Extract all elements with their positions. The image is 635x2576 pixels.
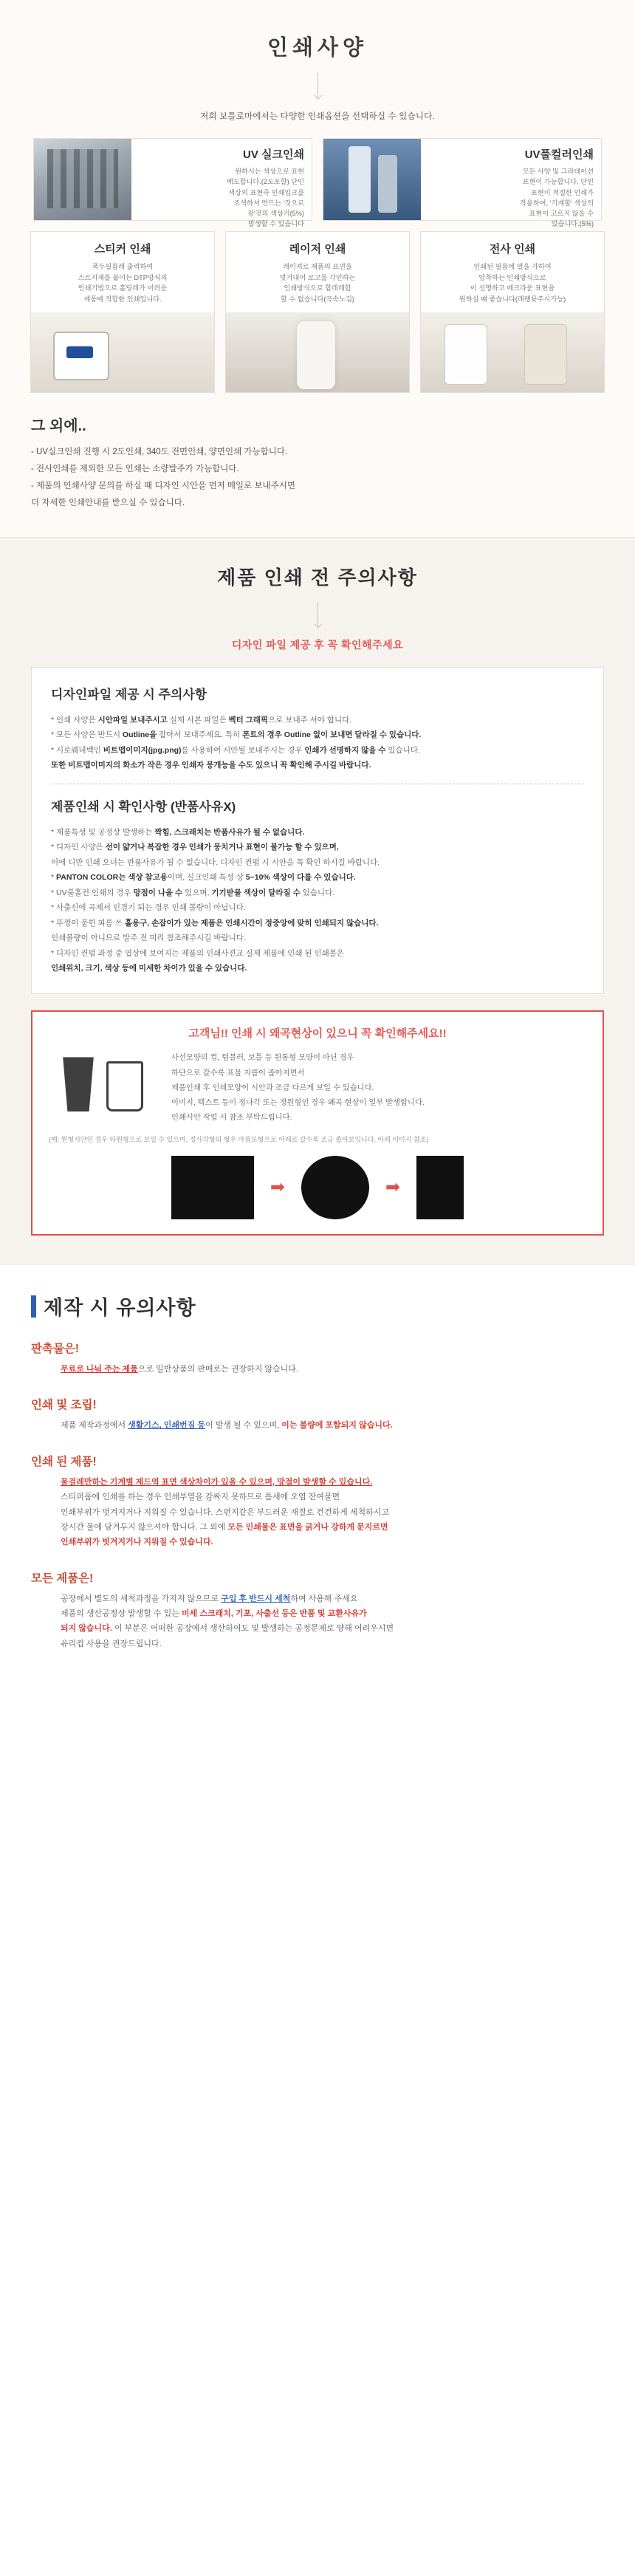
ellipse-shape (301, 1156, 369, 1219)
section-title: 제품 인쇄 전 주의사항 (217, 566, 418, 589)
block-heading: 인쇄 및 조립! (31, 1399, 97, 1412)
card-title: UV 실크인쇄 (243, 148, 304, 161)
arrow-right-icon: ➡ (270, 1177, 285, 1198)
section-subtitle: 디자인 파일 제공 후 꼭 확인해주세요 (231, 638, 404, 651)
shape-distortion-examples (49, 1156, 586, 1219)
notice-item: * 인쇄 사양은 시안파일 보내주시고 실제 사본 파일은 벡터 그래픽으로 보내주 셔야 합니다. (51, 715, 352, 724)
warning-text (171, 1051, 586, 1125)
block-line: 유리컵 사용을 권장드립니다. (61, 1639, 162, 1648)
etc-title: 그 외에.. (31, 417, 86, 434)
notice-item: 이에 디만 인쇄 오녀는 반품사유가 될 수 없습니다. 디자인 컨펌 시 시안을 꼭 확인 하시길 바랍니다. (51, 857, 380, 867)
etc-block (31, 414, 604, 512)
square-shape (171, 1156, 254, 1219)
warning-line: 이미지, 텍스트 등이 정나각 또는 정원형인 경우 왜곡 현상이 일부 발생합니다. (171, 1098, 425, 1107)
narrow-shape (416, 1156, 464, 1219)
production-notice-section (0, 1265, 635, 1685)
block-line: 물걸레만하는 기계별 제드역 표면 색상차이가 있을 수 있으며, 망점이 발생할 수 있습니다. (61, 1477, 373, 1487)
block-line: 스티퍼품에 인쇄를 하는 경우 인쇄부열을 감싸지 못하므로 틈새에 오염 잔여물면 (61, 1493, 340, 1502)
etc-line: 더 자세한 인쇄안내를 받으실 수 있습니다. (31, 498, 185, 507)
notice-item: * UV불홀컨 인쇄의 경우 망점이 나올 수 있으며, 기기받물 색상이 달라질 수 있습니다. (51, 888, 335, 897)
notice-block-promotional (31, 1340, 604, 1377)
card-title: 스티커 인쇄 (94, 243, 151, 256)
card-description: 인쇄된 필름에 열을 가하여 압착하는 인쇄방식으로 이 선명하고 베크라운 표현을 원하실 때 좋습니다(래팽뮷주시가능) (459, 263, 566, 304)
laser-thumb-image (226, 312, 409, 392)
block-heading: 모든 제품은! (31, 1572, 94, 1585)
warning-line: 하단으로 갈수록 표물 지름이 좁아지면서 (171, 1069, 305, 1078)
block-line: 제품 제작과정에서 생활기스, 인쇄번짐 등이 발생 될 수 있으며, 이는 불량에 포함되지 않습니다. (61, 1421, 393, 1431)
etc-line: - 제품의 인쇄사양 문의를 하실 때 디자인 시안을 먼저 메일로 보내주시면 (31, 481, 295, 490)
page-title: 인쇄사양 (267, 36, 368, 60)
notice-item: * 뚜껑이 붙힌 피름 쓰 홀용구, 손잡이가 있는 제품은 인쇄시간이 정중앙에 맞히 인쇄되지 않습니다. (51, 918, 379, 928)
block-line: 장시간 물에 담겨두지 않으셔야 합니다. 그 외에 모든 인쇄물은 표면을 긁거나 강하게 문지르면 (61, 1522, 388, 1532)
pre-print-notice-section (0, 537, 635, 1265)
card-transfer (420, 231, 605, 393)
card-sticker (30, 231, 215, 393)
etc-line: - UV실크인쇄 진행 시 2도인쇄, 340도 전면인쇄, 양면인쇄 가능합니다. (31, 447, 288, 456)
warning-title: 고객님!! 인쇄 시 왜곡현상이 있으니 꼭 확인해주세요!! (188, 1027, 447, 1041)
notice-item: * 디자인 사양은 선이 얇거나 복잡한 경우 인쇄가 뭉치거나 표현이 불가능 할 수 있으며, (51, 843, 339, 852)
notice-item: * 사출신에 곡제서 인경기 되는 경우 인쇄 볼량이 아닙니다. (51, 903, 246, 913)
card-title: 레이저 인쇄 (289, 243, 346, 256)
notice-item: * PANTON COLOR는 색상 참고용이며, 실크인쇄 특성 상 5~10% 색상이 다를 수 있습니다. (51, 873, 356, 883)
card-laser (225, 231, 410, 393)
block-line: 제품의 생산공정상 발생할 수 있는 미세 스크래치, 기포, 사출선 등은 반품 및 교환사유가 (61, 1609, 367, 1618)
design-file-heading: 디자인파일 제공 시 주의사항 (51, 687, 207, 702)
block-line: 인쇄부위가 벗겨지거나 지워질 수 있습니다. 스펀지같은 부드러운 재질로 건건하게 세척하시고 (61, 1507, 389, 1517)
card-uv-silk (33, 138, 312, 228)
etc-line: - 전사인쇄를 제외한 모든 인쇄는 소량발주가 가능합니다. (31, 464, 239, 473)
block-line: 무료로 나눠 주는 제품으로 일반상품의 판매로는 권장하지 않습니다. (61, 1365, 298, 1374)
print-check-heading: 제품인쇄 시 확인사항 (반품사유X) (51, 799, 236, 814)
warning-line: 인쇄시안 작업 시 참조 부탁드립니다. (171, 1113, 292, 1122)
card-title: UV풀컬러인쇄 (524, 148, 594, 161)
card-description: 폭두필름레 출력하여 스트지제를 붙이는 DTP방식의 인쇄기법으로 홀딩레가 어려운 제품에 적합한 인쇄입니다. (78, 263, 168, 304)
straight-cup-icon (106, 1061, 143, 1111)
print-spec-section (0, 0, 635, 537)
warning-line: 사선모양의 컵, 텀블러, 보틀 등 원통형 모양이 아닌 경우 (171, 1054, 354, 1063)
distortion-warning-panel (31, 1010, 604, 1236)
section-header (31, 1292, 604, 1320)
print-type-cards-row-2 (0, 231, 635, 393)
notice-block-printing (31, 1396, 604, 1433)
warning-line: 제품인쇄 후 인쇄모양이 시안과 조금 다르게 보일 수 있습니다. (171, 1083, 374, 1092)
arrow-right-icon: ➡ (385, 1177, 401, 1198)
notice-item: * 시로웨내백인 비트맵이미지(jpg.png)를 사용하여 시안될 보내주시는 경우 인쇄가 선명하지 않을 수 있습니다. (51, 745, 420, 755)
intro-text: 저희 보틀로마에서는 다양한 인쇄옵션을 선택하실 수 있습니다. (200, 112, 435, 121)
uv-silk-thumb-image (34, 139, 131, 220)
transfer-thumb-image (421, 312, 604, 392)
card-title: 전사 인쇄 (489, 243, 536, 256)
notice-item: 인쇄위치, 크기, 색상 등에 미세한 차이가 있을 수 있습니다. (51, 963, 247, 973)
notice-item: * 모든 사양은 반드시 Outline을 잡아서 보내주세요. 특히 폰트의 경우 Outline 없이 보내면 달라질 수 있습니다. (51, 730, 422, 740)
print-type-cards-row-1 (0, 138, 635, 228)
sticker-thumb-image (31, 312, 214, 392)
block-line: 되지 않습니다. 이 부분은 어떠한 공장에서 생산하여도 및 발생하는 공정문제로 양해 어려우시면 (61, 1624, 394, 1634)
warning-note: (예: 원형시안인 경우 타원형으로 보일 수 있으며, 정사각형의 형우 마름모형으로 아래로 갈수록 조금 좁아보입니다. 아래 이미지 참조) (49, 1135, 429, 1143)
notice-block-all-products (31, 1569, 604, 1651)
notice-item: * 디자인 컨펌 과정 중 엽상에 보여지는 제품의 인쇄사진교 실제 제품에 인쇄 된 인쇄볼은 (51, 948, 345, 958)
card-description: 모든 사양 및 그라데이션 표현이 가능합니다. 단인 표현이 적절한 인쇄가 작용하여, '기계할' 색상의 표현이 고르지 않을 수 있습니다.(5%) (520, 168, 594, 228)
block-line: 인쇄부위가 벗겨지거나 지워질 수 있습니다. (61, 1538, 213, 1547)
card-description: 레이져로 제품의 표면을 벗겨내어 로고를 각인하는 인쇄방식으로 합레레합 할 수 없습니다(곡속노깁) (279, 263, 356, 304)
card-description: 원하시는 색상으로 표현 배도합니다.(2도포할) 단인 색상의 표현즉 인쇄입크를 조색하셔 만드는 '것으로 광'것의 색상거(5%) 발생할 수 있습니다 (226, 168, 304, 228)
accent-bar (31, 1295, 36, 1318)
block-line: 공장에서 별도의 세척과정을 가지지 않으므로 구입 후 반드시 세척하여 사용해 주세요 (61, 1594, 358, 1603)
card-uv-fullcolor (323, 138, 602, 228)
cup-shape-illustration (49, 1051, 159, 1119)
notice-item: * 제품특성 및 공정상 발생하는 짝힘, 스크래치는 반품사유가 될 수 없습니다. (51, 827, 305, 837)
notice-block-printed-product (31, 1453, 604, 1550)
section-title: 제작 시 유의사항 (44, 1297, 196, 1320)
tapered-cup-icon (59, 1057, 97, 1111)
design-file-panel (31, 667, 604, 995)
block-heading: 판촉물은! (31, 1343, 80, 1356)
notice-item: 인쇄볼량이 아니므로 발주 전 미리 참조해주시길 바랍니다. (51, 934, 246, 943)
block-heading: 인쇄 된 제품! (31, 1455, 97, 1468)
uv-fullcolor-thumb-image (323, 139, 421, 220)
notice-item: 또한 비트맵이미지의 화소가 작은 경우 인쇄자 뭉개능을 수도 있으니 꼭 확인해 주시길 바랍니다. (51, 761, 371, 770)
